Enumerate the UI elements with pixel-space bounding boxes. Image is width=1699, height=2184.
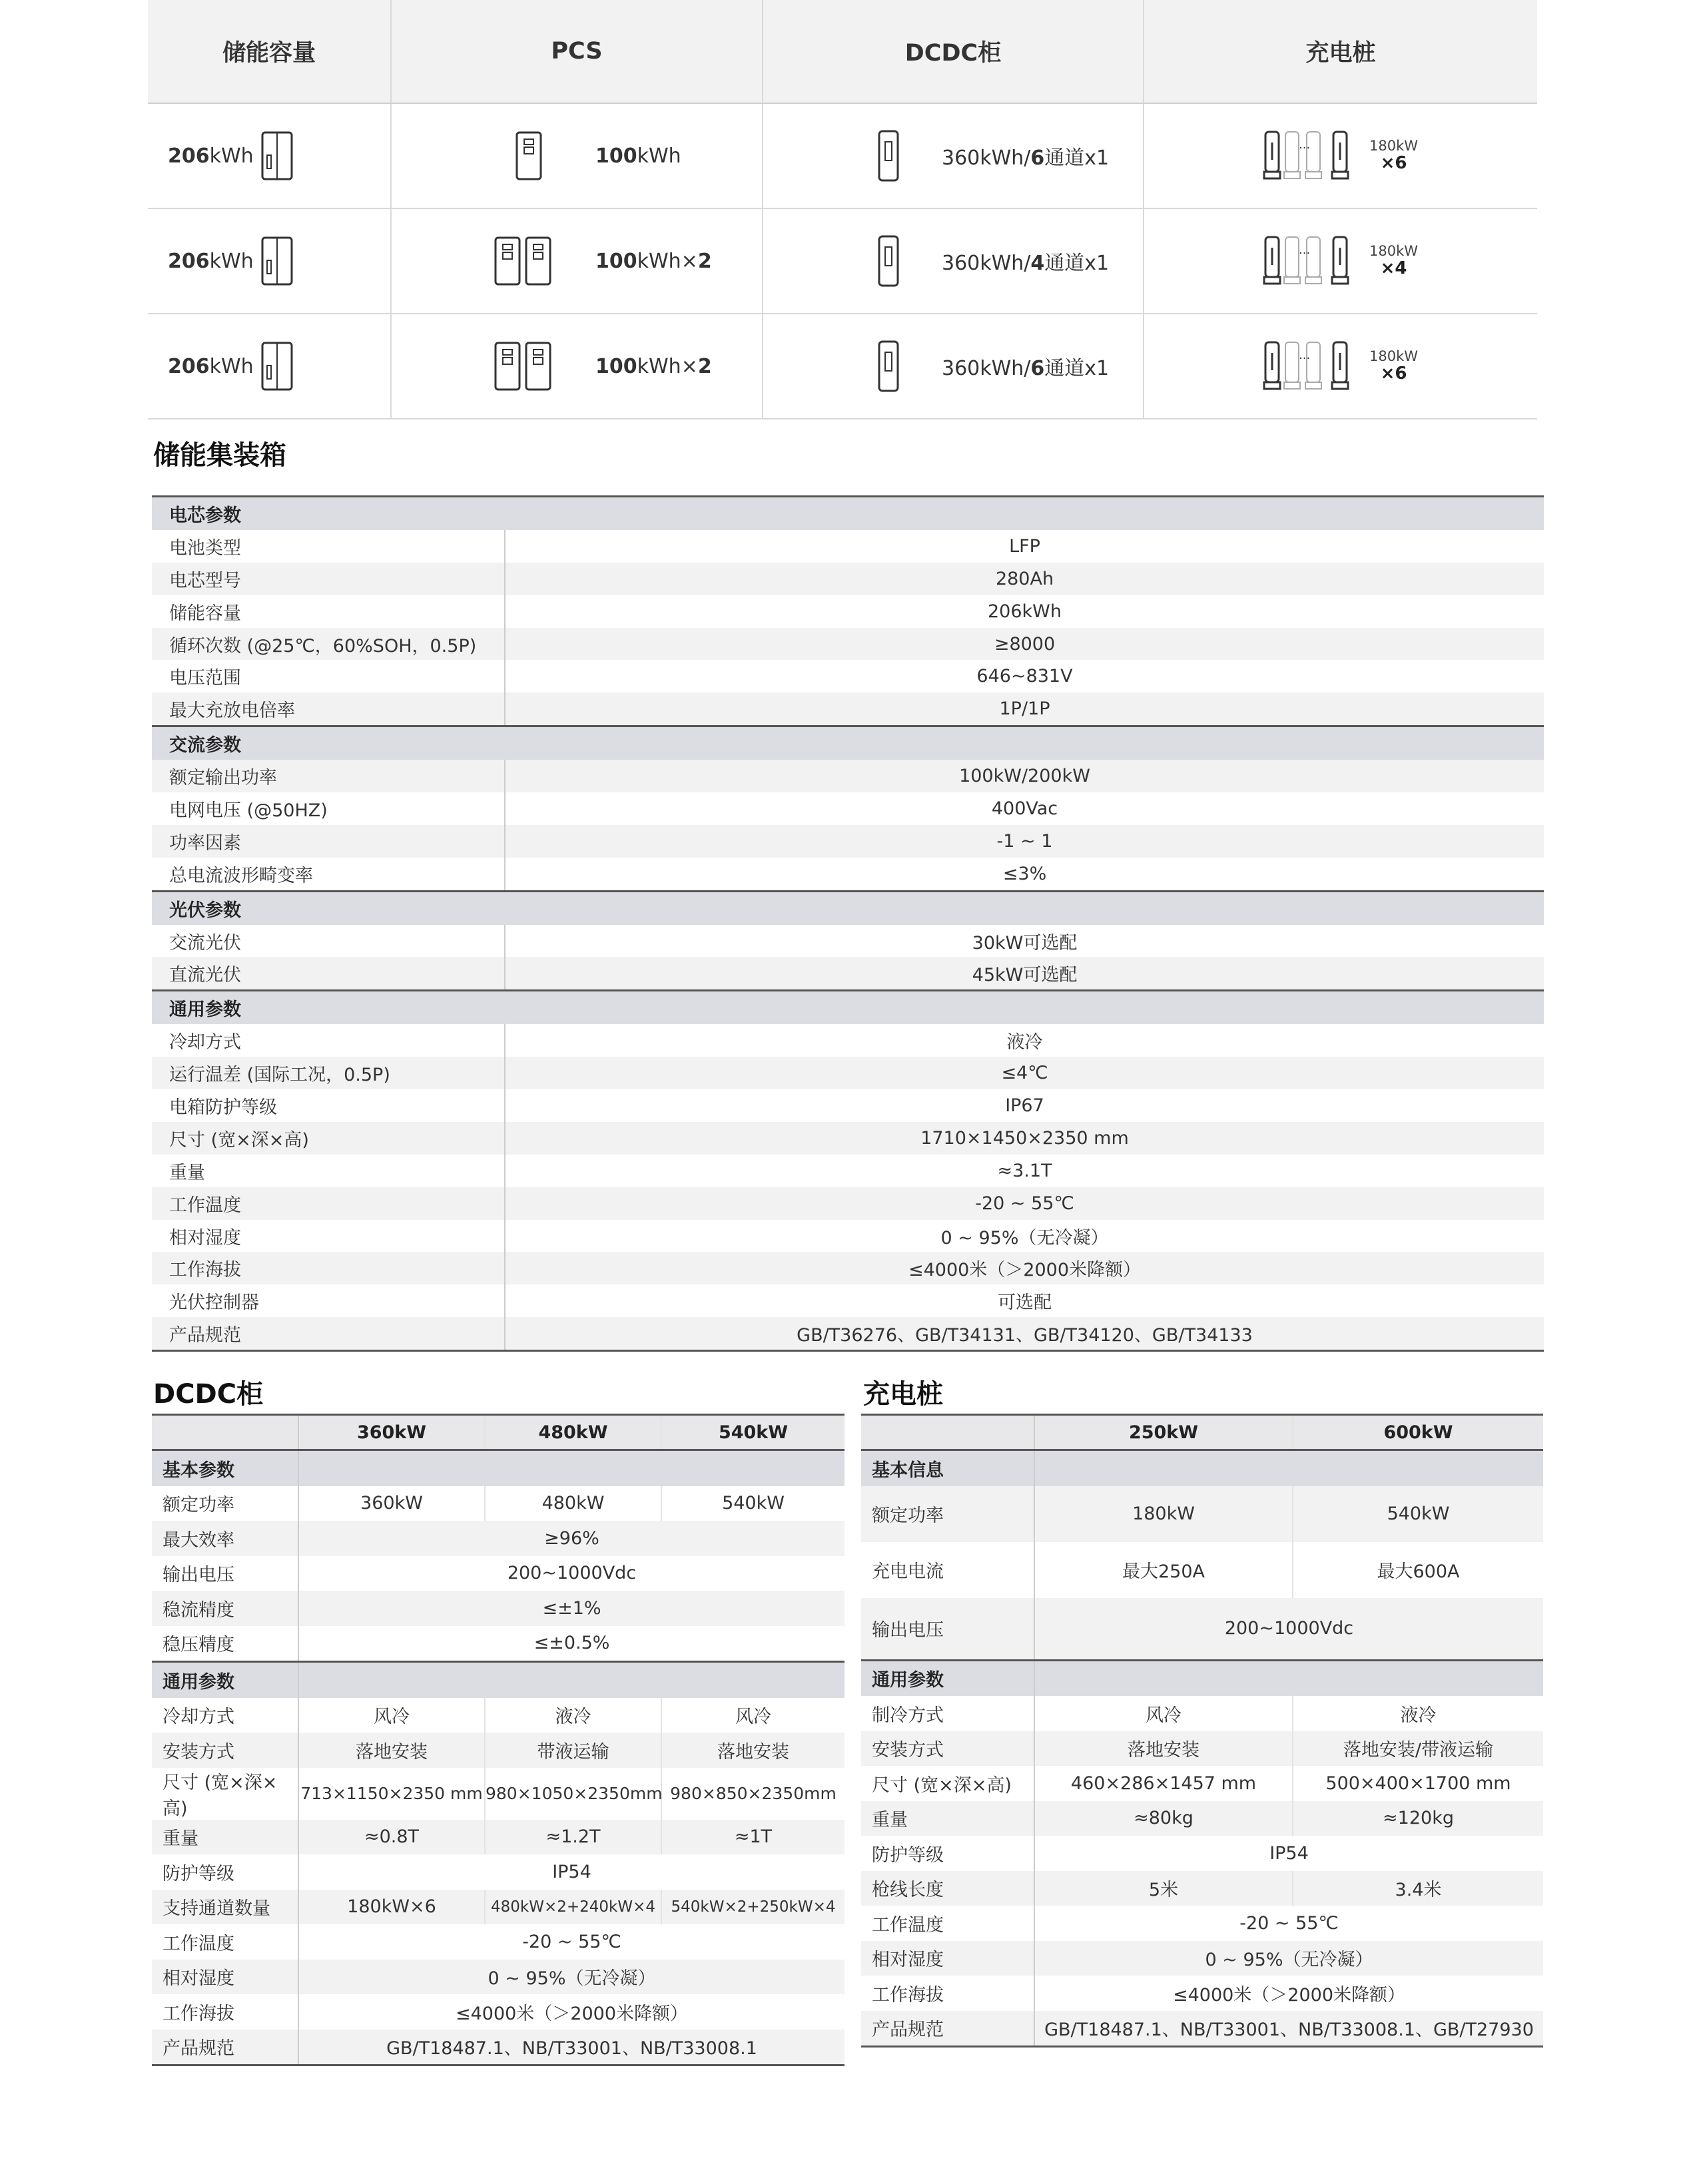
dcdc-value: 713×1150×2350 mm (300, 1784, 483, 1803)
dcdc-row (152, 1521, 845, 1556)
charger-value: 0 ~ 95%（无冷凝） (1034, 1941, 1543, 1976)
dcdc-key: 额定功率 (152, 1486, 298, 1521)
dcdc-key: 防护等级 (152, 1854, 298, 1890)
config-header-row (148, 0, 1537, 103)
spec-value: 液冷 (1006, 1032, 1043, 1053)
charger-value: 最大600A (1293, 1542, 1543, 1598)
spec-key: 电箱防护等级 (152, 1089, 505, 1122)
dcdc-col-header: 360kW (298, 1415, 485, 1450)
dcdc-row (152, 1556, 845, 1591)
dcdc-key: 工作温度 (152, 1924, 298, 1960)
charger-cell (1144, 103, 1537, 208)
dcdc-spec: 360kWh/6通道x1 (942, 146, 1110, 170)
spec-row (152, 1024, 1544, 1057)
dcdc-value: 带液运输 (485, 1733, 661, 1768)
dcdc-row (152, 1960, 845, 1995)
spec-key: 工作海拔 (152, 1252, 505, 1284)
configuration-table (148, 0, 1537, 419)
spec-group-row (152, 891, 1544, 924)
charger-cell (1144, 314, 1537, 419)
header-pcs: PCS (391, 0, 763, 103)
dcdc-value: 980×850×2350mm (661, 1768, 845, 1820)
charger-value: 3.4米 (1293, 1871, 1543, 1906)
dcdc-value: 360kW (360, 1493, 423, 1514)
spec-row (152, 1122, 1544, 1155)
spec-key: 储能容量 (152, 595, 505, 628)
dcdc-row (152, 1591, 845, 1626)
spec-row (152, 595, 1544, 628)
dcdc-key: 冷却方式 (152, 1698, 298, 1733)
svg-text:···: ··· (1299, 246, 1311, 260)
dcdc-cabinet-icon (878, 130, 899, 182)
spec-group-row (152, 497, 1544, 530)
dcdc-value: ≈1T (661, 1820, 845, 1855)
spec-value: 400Vac (991, 798, 1058, 819)
spec-value: 30kW可选配 (972, 932, 1078, 954)
charger-header-blank (861, 1415, 1034, 1450)
spec-key: 循环次数 (@25℃，60%SOH，0.5P) (152, 628, 505, 661)
dcdc-key: 安装方式 (152, 1733, 298, 1768)
charger-key: 相对湿度 (861, 1941, 1034, 1976)
charger-group-label: 基本信息 (861, 1450, 1034, 1486)
dcdc-group-row (152, 1662, 845, 1698)
spec-value: LFP (1009, 535, 1040, 557)
dcdc-cabinet-icon (878, 340, 899, 392)
storage-capacity: 206kWh (168, 144, 254, 168)
spec-row (152, 628, 1544, 661)
charger-key: 输出电压 (861, 1598, 1034, 1661)
dcdc-group-label: 基本参数 (152, 1450, 298, 1486)
pcs-cabinet-icon (515, 131, 542, 180)
dcdc-value: ≥96% (298, 1521, 845, 1556)
storage-cabinet-icon (261, 131, 293, 180)
dcdc-row (152, 1768, 845, 1820)
dcdc-key: 输出电压 (152, 1556, 298, 1591)
spec-row (152, 1089, 1544, 1122)
charger-value: 500×400×1700 mm (1293, 1766, 1543, 1801)
dcdc-cell (763, 103, 1144, 208)
spec-key: 光伏控制器 (152, 1284, 505, 1317)
charger-value: ≈80kg (1034, 1801, 1293, 1836)
spec-row (152, 1317, 1544, 1350)
dcdc-value: ≤4000米（＞2000米降额） (455, 2003, 689, 2024)
charger-row (861, 1836, 1543, 1871)
dcdc-key: 尺寸 (宽×深×高) (152, 1768, 298, 1820)
spec-value: -20 ~ 55℃ (505, 1187, 1544, 1220)
charging-pile-icon (1263, 340, 1352, 393)
spec-row (152, 825, 1544, 858)
pcs-cabinet-icon (494, 236, 521, 286)
charger-value: 460×286×1457 mm (1070, 1773, 1257, 1794)
spec-row (152, 1187, 1544, 1220)
charger-value: -20 ~ 55℃ (1239, 1912, 1339, 1934)
charger-row (861, 1871, 1543, 1906)
dcdc-value: 480kW (485, 1486, 661, 1521)
spec-key: 额定输出功率 (152, 760, 505, 792)
header-charger: 充电桩 (1144, 0, 1537, 103)
pcs-cabinet-icon (525, 236, 551, 286)
dcdc-value: 540kW (661, 1486, 845, 1521)
storage-capacity: 206kWh (168, 354, 254, 378)
charger-group-label: 通用参数 (861, 1660, 1034, 1696)
charger-count: 180kW ×4 (1369, 242, 1419, 279)
spec-group-label: 光伏参数 (152, 891, 1544, 924)
spec-row (152, 792, 1544, 825)
charger-value: IP54 (1269, 1842, 1309, 1864)
spec-key: 电芯型号 (152, 563, 505, 595)
charger-key: 工作海拔 (861, 1976, 1034, 2011)
section-title-charger: 充电桩 (863, 1379, 943, 1410)
pcs-capacity: 100kWh (595, 144, 681, 168)
dcdc-row (152, 1994, 845, 2030)
charger-row (861, 1731, 1543, 1767)
charger-value: 液冷 (1293, 1696, 1543, 1731)
charger-row (861, 1976, 1543, 2011)
charger-header-row (861, 1415, 1543, 1450)
svg-text:···: ··· (1299, 352, 1311, 366)
charger-row (861, 1941, 1543, 1976)
spec-group-row (152, 726, 1544, 760)
pcs-cell (391, 208, 763, 314)
charger-key: 制冷方式 (861, 1696, 1034, 1731)
charger-value: ≈120kg (1293, 1801, 1543, 1836)
spec-key: 尺寸 (宽×深×高) (152, 1122, 505, 1155)
spec-key: 总电流波形畸变率 (152, 858, 505, 891)
spec-value: 646~831V (976, 666, 1073, 687)
spec-row (152, 660, 1544, 692)
spec-key: 产品规范 (152, 1317, 505, 1350)
spec-row (152, 925, 1544, 957)
dcdc-value: 风冷 (661, 1698, 845, 1733)
spec-key: 电池类型 (152, 530, 505, 563)
charger-key: 额定功率 (861, 1486, 1034, 1542)
spec-key: 相对湿度 (152, 1220, 505, 1252)
charger-value: 落地安装/带液运输 (1293, 1731, 1543, 1767)
charger-row (861, 1906, 1543, 1941)
spec-value: 100kW/200kW (505, 760, 1544, 792)
charger-row (861, 1766, 1543, 1801)
spec-group-row (152, 991, 1544, 1024)
svg-text:···: ··· (1299, 141, 1311, 155)
dcdc-row (152, 1854, 845, 1890)
charger-row (861, 1542, 1543, 1598)
charger-row (861, 1696, 1543, 1731)
charger-key: 尺寸 (宽×深×高) (861, 1766, 1034, 1801)
dcdc-spec-table (152, 1414, 845, 2066)
dcdc-cabinet-icon (878, 235, 899, 287)
spec-value: ≥8000 (505, 628, 1544, 661)
dcdc-value: ≤±1% (298, 1591, 845, 1626)
dcdc-key: 支持通道数量 (152, 1890, 298, 1925)
dcdc-value: -20 ~ 55℃ (522, 1931, 621, 1952)
storage-cell (148, 314, 391, 419)
spec-key: 电网电压 (@50HZ) (152, 792, 505, 825)
storage-cabinet-icon (261, 236, 293, 286)
dcdc-key: 重量 (152, 1820, 298, 1855)
spec-value: ≈3.1T (997, 1160, 1052, 1181)
charger-value: 540kW (1293, 1486, 1543, 1542)
storage-spec-table (152, 495, 1544, 1352)
dcdc-value: 风冷 (374, 1707, 410, 1728)
dcdc-value: 液冷 (485, 1698, 661, 1733)
dcdc-value: GB/T18487.1、NB/T33001、NB/T33008.1 (298, 2030, 845, 2065)
spec-key: 直流光伏 (152, 957, 505, 990)
dcdc-row (152, 1698, 845, 1733)
charger-group-row (861, 1450, 1543, 1486)
dcdc-value: ≈0.8T (298, 1820, 485, 1855)
charger-key: 防护等级 (861, 1836, 1034, 1871)
dcdc-header-row (152, 1415, 845, 1450)
dcdc-spec: 360kWh/6通道x1 (942, 357, 1110, 380)
charger-value: 落地安装 (1034, 1731, 1293, 1767)
dcdc-row (152, 1626, 845, 1662)
dcdc-value: IP54 (552, 1861, 591, 1882)
spec-key: 重量 (152, 1155, 505, 1187)
spec-row (152, 760, 1544, 792)
charger-group-row (861, 1660, 1543, 1696)
charger-spec-table (861, 1414, 1543, 2048)
section-title-dcdc: DCDC柜 (153, 1379, 264, 1410)
spec-key: 冷却方式 (152, 1024, 505, 1057)
charger-row (861, 2011, 1543, 2047)
dcdc-group-label: 通用参数 (152, 1662, 298, 1698)
charger-value: 风冷 (1146, 1705, 1182, 1726)
charger-cell (1144, 208, 1537, 314)
storage-cell (148, 103, 391, 208)
spec-value: -1 ~ 1 (505, 825, 1544, 858)
spec-value: 1710×1450×2350 mm (505, 1122, 1544, 1155)
spec-value: ≤4℃ (505, 1057, 1544, 1089)
spec-value: ≤4000米（＞2000米降额） (505, 1252, 1544, 1284)
spec-row (152, 957, 1544, 990)
spec-key: 交流光伏 (152, 925, 505, 957)
charger-value: 200~1000Vdc (1034, 1598, 1543, 1661)
dcdc-value: 落地安装 (661, 1733, 845, 1768)
charger-key: 安装方式 (861, 1731, 1034, 1767)
spec-key: 最大充放电倍率 (152, 692, 505, 726)
pcs-cell (391, 314, 763, 419)
dcdc-key: 最大效率 (152, 1521, 298, 1556)
spec-value: GB/T36276、GB/T34131、GB/T34120、GB/T34133 (505, 1317, 1544, 1350)
spec-row (152, 858, 1544, 891)
charger-value: 5米 (1034, 1871, 1293, 1906)
charger-row (861, 1801, 1543, 1836)
dcdc-cell (763, 208, 1144, 314)
dcdc-col-header: 540kW (661, 1415, 845, 1450)
storage-cell (148, 208, 391, 314)
charging-pile-icon (1263, 234, 1352, 288)
dcdc-value: 480kW×2+240kW×4 (485, 1890, 661, 1925)
spec-key: 功率因素 (152, 825, 505, 858)
dcdc-row (152, 1733, 845, 1768)
dcdc-row (152, 1820, 845, 1855)
dcdc-row (152, 1486, 845, 1521)
charger-key: 枪线长度 (861, 1871, 1034, 1906)
spec-row (152, 530, 1544, 563)
pcs-cabinet-icon (494, 342, 521, 391)
charger-col-header: 250kW (1034, 1415, 1293, 1450)
spec-group-label: 电芯参数 (152, 497, 1544, 530)
charger-key: 重量 (861, 1801, 1034, 1836)
header-dcdc: DCDC柜 (763, 0, 1144, 103)
spec-row (152, 692, 1544, 726)
charger-col-header: 600kW (1293, 1415, 1543, 1450)
spec-row (152, 1057, 1544, 1089)
charger-row (861, 1598, 1543, 1661)
spec-value: 可选配 (998, 1292, 1052, 1314)
spec-row (152, 563, 1544, 595)
charger-value: 最大250A (1122, 1561, 1205, 1582)
spec-value: 206kWh (988, 601, 1062, 622)
charger-row (861, 1486, 1543, 1542)
dcdc-value: 0 ~ 95%（无冷凝） (298, 1960, 845, 1995)
config-row (148, 208, 1537, 314)
dcdc-value: 200~1000Vdc (507, 1563, 637, 1584)
spec-row (152, 1252, 1544, 1284)
pcs-capacity: 100kWh×2 (595, 249, 712, 273)
storage-cabinet-icon (261, 342, 293, 391)
spec-value: 280Ah (505, 563, 1544, 595)
dcdc-spec: 360kWh/4通道x1 (942, 252, 1110, 275)
spec-value: 1P/1P (505, 692, 1544, 726)
storage-capacity: 206kWh (168, 249, 254, 273)
pcs-capacity: 100kWh×2 (595, 354, 712, 378)
dcdc-value: 落地安装 (298, 1733, 485, 1768)
spec-value: 45kW可选配 (505, 957, 1544, 990)
dcdc-col-header: 480kW (485, 1415, 661, 1450)
spec-value: 0 ~ 95%（无冷凝） (940, 1227, 1109, 1248)
charger-value: 180kW (1034, 1486, 1293, 1542)
charging-pile-icon (1263, 129, 1352, 182)
spec-key: 工作温度 (152, 1187, 505, 1220)
dcdc-value: 980×1050×2350mm (485, 1768, 661, 1820)
charger-value: GB/T18487.1、NB/T33001、NB/T33008.1、GB/T27930 (1034, 2011, 1543, 2047)
charger-count: 180kW ×6 (1369, 137, 1419, 174)
dcdc-key: 稳压精度 (152, 1626, 298, 1662)
dcdc-key: 产品规范 (152, 2030, 298, 2065)
dcdc-header-blank (152, 1415, 298, 1450)
dcdc-key: 工作海拔 (152, 1994, 298, 2030)
spec-row (152, 1155, 1544, 1187)
spec-row (152, 1284, 1544, 1317)
charger-value: ≤4000米（＞2000米降额） (1172, 1984, 1406, 2006)
dcdc-key: 相对湿度 (152, 1960, 298, 1995)
spec-row (152, 1220, 1544, 1252)
charger-key: 工作温度 (861, 1906, 1034, 1941)
dcdc-row (152, 2030, 845, 2065)
section-title-storage: 储能集装箱 (153, 440, 286, 471)
config-row (148, 314, 1537, 419)
charger-count: 180kW ×6 (1369, 348, 1419, 384)
charger-key: 产品规范 (861, 2011, 1034, 2047)
dcdc-key: 稳流精度 (152, 1591, 298, 1626)
pcs-cabinet-icon (525, 342, 551, 391)
header-storage: 储能容量 (148, 0, 391, 103)
charger-key: 充电电流 (861, 1542, 1034, 1598)
pcs-cell (391, 103, 763, 208)
config-row (148, 103, 1537, 208)
dcdc-group-row (152, 1450, 845, 1486)
spec-group-label: 通用参数 (152, 991, 1544, 1024)
dcdc-value: 180kW×6 (298, 1890, 485, 1925)
dcdc-value: 540kW×2+250kW×4 (661, 1890, 845, 1925)
dcdc-row (152, 1890, 845, 1925)
dcdc-value: ≈1.2T (485, 1820, 661, 1855)
spec-value: IP67 (1005, 1095, 1044, 1116)
dcdc-row (152, 1924, 845, 1960)
spec-key: 运行温差 (国际工况，0.5P) (152, 1057, 505, 1089)
spec-key: 电压范围 (152, 660, 505, 692)
dcdc-value: ≤±0.5% (533, 1633, 610, 1654)
spec-group-label: 交流参数 (152, 726, 1544, 760)
dcdc-cell (763, 314, 1144, 419)
spec-value: ≤3% (1002, 863, 1047, 884)
